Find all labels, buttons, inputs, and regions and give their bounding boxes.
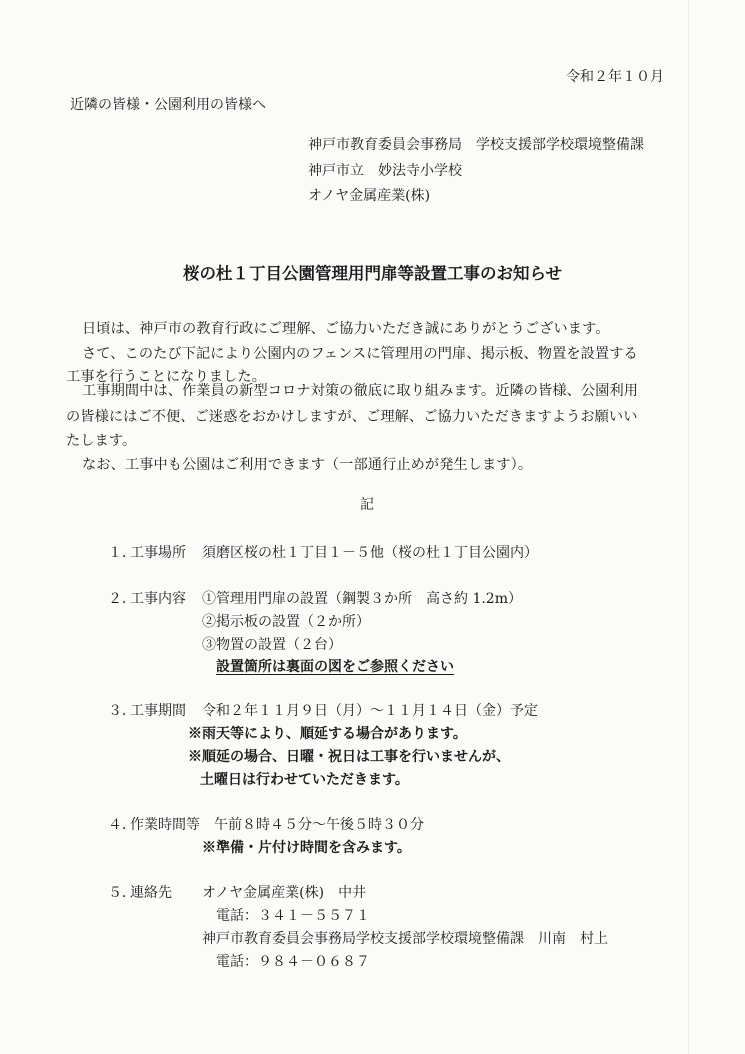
ki-heading: 記 — [360, 497, 374, 513]
item-number: ３． — [108, 703, 136, 719]
addressee: 近隣の皆様・公園利用の皆様へ — [70, 97, 266, 113]
item-label: 工事場所 — [130, 545, 186, 561]
body-line: の皆様にはご不便、ご迷惑をおかけしますが、ご理解、ご協力いただきますようお願いい — [66, 409, 638, 425]
body-line: さて、このたび下記により公園内のフェンスに管理用の門扉、掲示板、物置を設置する — [82, 346, 638, 362]
contact-phone: 電話：３４１－５５７１ — [216, 908, 370, 924]
item-note: ※順延の場合、日曜・祝日は工事を行いませんが、 — [188, 749, 510, 765]
item-value: ③物置の設置（２台） — [202, 637, 342, 653]
item-number: ２． — [108, 591, 136, 607]
item-note: 設置箇所は裏面の図をご参照ください — [216, 659, 454, 675]
item-value: ①管理用門扉の設置（鋼製３か所 高さ約 1.2m） — [202, 591, 522, 607]
sender-line: オノヤ金属産業(株) — [308, 188, 431, 204]
item-note: 土曜日は行わせていただきます。 — [200, 772, 409, 788]
item-label: 連絡先 — [130, 885, 172, 901]
body-line: たします。 — [66, 433, 137, 449]
item-value: 令和２年１１月９日（月）～１１月１４日（金）予定 — [202, 703, 538, 719]
item-value: 須磨区桜の杜１丁目１－５他（桜の杜１丁目公園内） — [202, 545, 538, 561]
contact-line: 神戸市教育委員会事務局学校支援部学校環境整備課 川南 村上 — [202, 931, 608, 947]
sender-line: 神戸市立 妙法寺小学校 — [308, 163, 462, 179]
body-line: 工事を行うことになりました。 — [66, 369, 267, 385]
item-value: ②掲示板の設置（２か所） — [202, 614, 370, 630]
item-note: ※準備・片付け時間を含みます。 — [202, 840, 411, 856]
body-line: 日頃は、神戸市の教育行政にご理解、ご協力いただき誠にありがとうございます。 — [82, 321, 610, 337]
contact-phone: 電話：９８４－０６８７ — [216, 954, 370, 970]
item-note: ※雨天等により、順延する場合があります。 — [188, 726, 467, 742]
item-label: 作業時間等 — [130, 817, 200, 833]
item-number: ５． — [108, 885, 136, 901]
notice-title: 桜の杜１丁目公園管理用門扉等設置工事のお知らせ — [182, 264, 562, 283]
item-label: 工事期間 — [130, 703, 186, 719]
item-label: 工事内容 — [130, 591, 186, 607]
contact-line: オノヤ金属産業(株) 中井 — [202, 885, 367, 901]
body-line: 工事期間中は、作業員の新型コロナ対策の徹底に取り組みます。近隣の皆様、公園利用 — [82, 383, 639, 399]
issue-date: 令和２年１０月 — [566, 69, 664, 85]
body-line: なお、工事中も公園はご利用できます（一部通行止めが発生します）。 — [82, 457, 533, 473]
item-value: 午前８時４５分～午後５時３０分 — [214, 817, 424, 833]
item-number: １． — [108, 545, 136, 561]
sender-line: 神戸市教育委員会事務局 学校支援部学校環境整備課 — [308, 137, 644, 153]
page-fold-line — [688, 0, 689, 1054]
item-number: ４． — [108, 817, 136, 833]
